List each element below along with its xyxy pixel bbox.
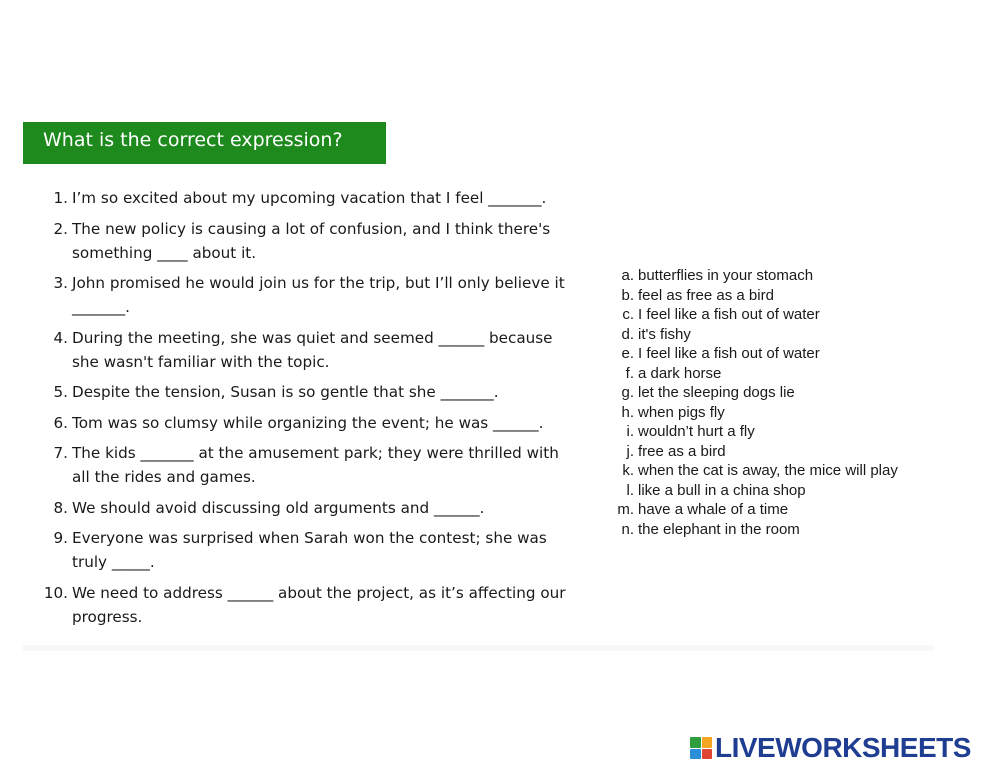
question-text: I’m so excited about my upcoming vacation that I feel _______.	[72, 189, 547, 207]
question-item	[36, 581, 576, 629]
option-letter: a.	[621, 267, 634, 284]
question-number: 4.	[53, 328, 68, 347]
question-text: The new policy is causing a lot of confusion, and I think there's something ____ about it.	[72, 219, 551, 262]
liveworksheets-logo	[690, 733, 971, 763]
answer-option	[608, 461, 898, 481]
option-letter: l.	[626, 481, 634, 499]
option-letter: m.	[617, 501, 634, 518]
answer-option	[608, 266, 898, 286]
question-item	[36, 217, 576, 265]
answer-option	[608, 325, 898, 345]
liveworksheets-logo-icon	[690, 737, 712, 759]
question-number: 6.	[53, 413, 68, 432]
question-item	[36, 411, 576, 435]
question-number: 2.	[53, 219, 68, 238]
logo-icon-square	[690, 737, 701, 748]
question-text: Tom was so clumsy while organizing the event; he was ______.	[72, 413, 544, 432]
page-title: What is the correct expression?	[43, 129, 343, 151]
question-text: We should avoid discussing old arguments and ______.	[72, 498, 485, 517]
question-number: 3.	[53, 274, 68, 292]
answer-option	[608, 305, 898, 325]
question-number: 5.	[53, 383, 68, 401]
option-text: I feel like a fish out of water	[638, 306, 820, 323]
option-text: have a whale of a time	[638, 501, 789, 518]
option-letter: j.	[626, 442, 634, 460]
option-text: a dark horse	[638, 364, 722, 382]
option-text: wouldn’t hurt a fly	[638, 423, 755, 440]
answer-option	[608, 383, 898, 403]
question-number: 1.	[53, 189, 68, 207]
question-item	[36, 186, 576, 210]
option-letter: e.	[621, 345, 634, 362]
option-text: let the sleeping dogs lie	[638, 384, 795, 401]
title-bar	[23, 122, 386, 164]
option-text: it's fishy	[638, 325, 691, 343]
question-item	[36, 271, 576, 319]
option-letter: n.	[621, 520, 634, 538]
answer-option	[608, 481, 898, 501]
question-item	[36, 326, 576, 374]
question-number: 10.	[43, 583, 68, 602]
question-number: 8.	[53, 498, 68, 517]
option-letter: g.	[621, 384, 634, 401]
answer-option	[608, 403, 898, 423]
question-list	[36, 186, 576, 635]
option-text: feel as free as a bird	[638, 286, 774, 304]
answer-option	[608, 500, 898, 520]
option-text: when the cat is away, the mice will play	[638, 462, 898, 479]
question-text: Everyone was surprised when Sarah won the contest; she was truly _____.	[72, 529, 547, 571]
divider	[23, 645, 933, 651]
answer-options-list	[608, 266, 898, 539]
option-letter: k.	[622, 462, 634, 479]
logo-text: LIVEWORKSHEETS	[715, 732, 971, 763]
option-letter: h.	[621, 403, 634, 421]
option-text: butterflies in your stomach	[638, 267, 814, 284]
question-item	[36, 526, 576, 574]
question-text: We need to address ______ about the project, as it’s affecting our progress.	[72, 583, 566, 626]
option-text: free as a bird	[638, 442, 726, 460]
answer-option	[608, 442, 898, 462]
logo-icon-square	[702, 737, 713, 748]
option-text: like a bull in a china shop	[638, 481, 806, 499]
option-text: the elephant in the room	[638, 520, 800, 538]
option-letter: d.	[621, 325, 634, 343]
question-number: 7.	[53, 444, 68, 462]
question-item	[36, 380, 576, 404]
answer-option	[608, 364, 898, 384]
answer-option	[608, 344, 898, 364]
question-number: 9.	[53, 529, 68, 547]
question-text: During the meeting, she was quiet and seemed ______ because she wasn't familiar with the topic.	[72, 328, 553, 371]
answer-option	[608, 286, 898, 306]
answer-option	[608, 520, 898, 540]
question-text: The kids _______ at the amusement park; they were thrilled with all the rides and games.	[72, 444, 559, 486]
answer-option	[608, 422, 898, 442]
option-text: when pigs fly	[638, 403, 725, 421]
logo-icon-square	[690, 749, 701, 760]
option-letter: f.	[625, 364, 634, 382]
question-item	[36, 496, 576, 520]
option-text: I feel like a fish out of water	[638, 345, 820, 362]
option-letter: c.	[622, 306, 634, 323]
question-text: Despite the tension, Susan is so gentle that she _______.	[72, 383, 499, 401]
option-letter: b.	[621, 286, 634, 304]
question-text: John promised he would join us for the trip, but I’ll only believe it _______.	[72, 274, 565, 316]
question-item	[36, 441, 576, 489]
logo-icon-square	[702, 749, 713, 760]
option-letter: i.	[626, 423, 634, 440]
